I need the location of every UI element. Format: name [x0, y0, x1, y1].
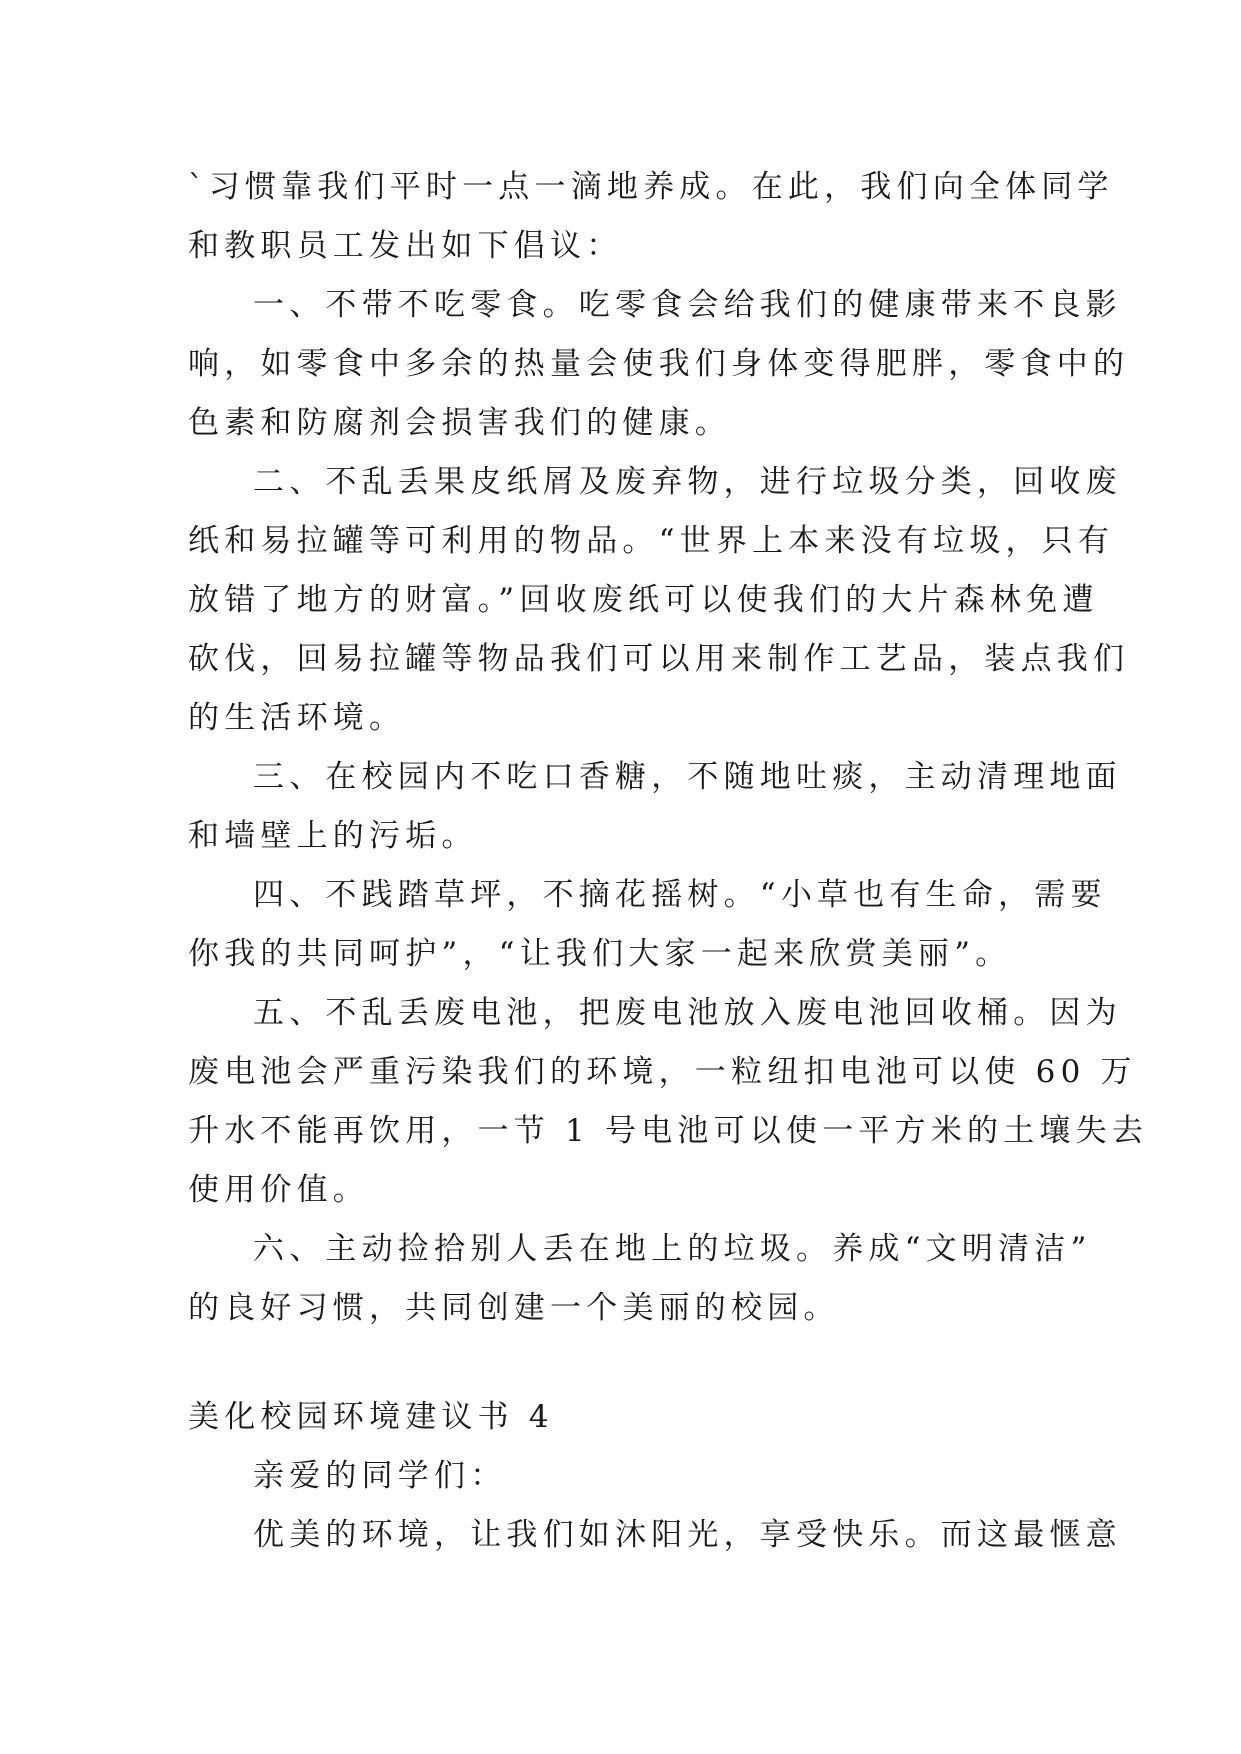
text-line: 的良好习惯，共同创建一个美丽的校园。: [188, 1290, 840, 1326]
paragraph-item-6: [188, 1220, 1092, 1338]
text-line: 色素和防腐剂会损害我们的健康。: [188, 405, 731, 441]
section-heading: [188, 1388, 1054, 1447]
text-line: `习惯靠我们平时一点一滴地养成。在此，我们向全体同学: [188, 169, 1114, 205]
text-line: 优美的环境，让我们如沐阳光，享受快乐。而这最惬意: [253, 1517, 1122, 1553]
text-line: 亲爱的同学们：: [253, 1458, 507, 1494]
paragraph-item-2: [188, 453, 1130, 748]
text-line: 纸和易拉罐等可利用的物品。“世界上本来没有垃圾，只有: [188, 523, 1115, 559]
text-line: 的生活环境。: [188, 700, 406, 736]
text-line: 响，如零食中多余的热量会使我们身体变得肥胖，零食中的: [188, 346, 1130, 382]
salutation: [188, 1447, 1054, 1506]
paragraph-intro-continued: [188, 158, 1114, 276]
text-line: 废电池会严重污染我们的环境，一粒纽扣电池可以使 60 万: [188, 1054, 1137, 1090]
text-line: 和教职员工发出如下倡议：: [188, 228, 623, 264]
paragraph-body-start: [188, 1506, 1122, 1565]
text-line: 升水不能再饮用，一节 1 号电池可以使一平方米的土壤失去: [188, 1113, 1149, 1149]
text-line: 你我的共同呵护”，“让我们大家一起来欣赏美丽”。: [188, 936, 1012, 972]
text-line: 五、不乱丢废电池，把废电池放入废电池回收桶。因为: [253, 995, 1122, 1031]
text-line: 砍伐，回易拉罐等物品我们可以用来制作工艺品，装点我们: [188, 641, 1130, 677]
document-body: [188, 158, 1149, 1565]
text-line: 放错了地方的财富。”回收废纸可以使我们的大片森林免遭: [188, 582, 1099, 618]
text-line: 四、不践踏草坪，不摘花摇树。“小草也有生命，需要: [253, 877, 1107, 913]
text-line: 三、在校园内不吃口香糖，不随地吐痰，主动清理地面: [253, 759, 1122, 795]
text-line: 六、主动捡拾别人丢在地上的垃圾。养成“文明清洁”: [253, 1231, 1092, 1267]
text-line: 一、不带不吃零食。吃零食会给我们的健康带来不良影: [253, 287, 1122, 323]
text-line: 二、不乱丢果皮纸屑及废弃物，进行垃圾分类，回收废: [253, 464, 1122, 500]
paragraph-item-4: [188, 866, 1107, 984]
text-line: 使用价值。: [188, 1172, 369, 1208]
heading-text: 美化校园环境建议书 4: [188, 1399, 554, 1435]
paragraph-item-1: [188, 276, 1130, 453]
text-line: 和墙壁上的污垢。: [188, 818, 478, 854]
paragraph-item-3: [188, 748, 1122, 866]
paragraph-item-5: [188, 984, 1149, 1220]
